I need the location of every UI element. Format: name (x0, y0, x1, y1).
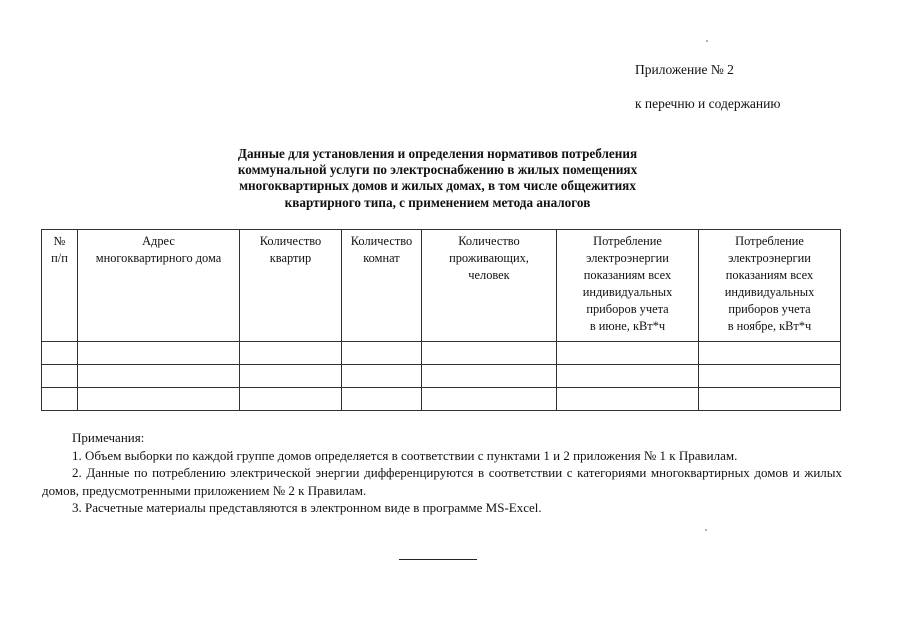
table-row (42, 342, 841, 365)
header-cell-line: проживающих, (449, 251, 529, 265)
appendix-label: Приложение № 2 (635, 62, 734, 77)
header-cell-line: п/п (51, 251, 68, 265)
title-line: квартирного типа, с применением метода аналогов (284, 194, 591, 210)
header-cell-line: электроэнергии (586, 251, 669, 265)
table-cell (78, 342, 240, 365)
header-cell (240, 230, 342, 342)
document-title (190, 146, 685, 211)
header-cell-line: комнат (363, 251, 400, 265)
header-cell (342, 230, 422, 342)
header-cell-line: Потребление (593, 234, 662, 248)
table-cell (240, 342, 342, 365)
header-cell-line: квартир (269, 251, 312, 265)
table-cell (240, 388, 342, 411)
table-cell (699, 365, 841, 388)
title-line: коммунальной услуги по электроснабжению в жилых помещениях (237, 162, 638, 178)
header-cell-line: Потребление (735, 234, 804, 248)
table-row (42, 388, 841, 411)
table-cell (557, 388, 699, 411)
note-item: 2. Данные по потреблению электрической энергии дифференцируются в соответствии с категориями многоквартирных домов и жилых домов, предусмотренными приложением № 2 к Правилам. (42, 465, 842, 498)
table-cell (342, 342, 422, 365)
header-cell (557, 230, 699, 342)
header-cell-line: в июне, кВт*ч (589, 319, 666, 333)
table-cell (699, 388, 841, 411)
end-rule (399, 559, 477, 560)
table-cell (557, 342, 699, 365)
data-table (41, 229, 841, 411)
table-cell (422, 388, 557, 411)
appendix-reference: к перечню и содержанию (635, 96, 781, 111)
header-cell-line: человек (468, 268, 510, 282)
title-line: многоквартирных домов и жилых домах, в том числе общежитиях (239, 178, 636, 194)
header-cell-line: приборов учета (728, 302, 811, 316)
header-cell-line: показаниям всех (583, 268, 672, 282)
table-cell (422, 365, 557, 388)
table-cell (699, 342, 841, 365)
header-cell-line: индивидуальных (724, 285, 815, 299)
title-line: Данные для установления и определения нормативов потребления (237, 146, 638, 161)
header-cell (42, 230, 78, 342)
table-cell (42, 365, 78, 388)
header-cell-line: Количество (259, 234, 322, 248)
header-cell (699, 230, 841, 342)
table-cell (342, 365, 422, 388)
table-row (42, 365, 841, 388)
table-cell (557, 365, 699, 388)
table-cell (342, 388, 422, 411)
header-cell-line: Количество (350, 234, 413, 248)
header-cell-line: Адрес (142, 234, 175, 248)
header-cell (78, 230, 240, 342)
scan-speck (705, 529, 707, 531)
table-cell (78, 388, 240, 411)
scan-speck (706, 40, 708, 42)
table-cell (240, 365, 342, 388)
header-cell-line: показаниям всех (725, 268, 814, 282)
table-cell (422, 342, 557, 365)
table-cell (42, 342, 78, 365)
header-cell-line: электроэнергии (728, 251, 811, 265)
header-cell (422, 230, 557, 342)
header-cell-line: в ноябре, кВт*ч (727, 319, 812, 333)
table-cell (42, 388, 78, 411)
notes-section (42, 429, 842, 517)
header-cell-line: Количество (458, 234, 520, 248)
notes-heading: Примечания: (72, 430, 145, 445)
header-cell-line: индивидуальных (582, 285, 673, 299)
header-cell-line: № (53, 234, 66, 248)
note-item: 3. Расчетные материалы представляются в электронном виде в программе MS-Excel. (72, 500, 542, 515)
header-cell-line: приборов учета (586, 302, 669, 316)
note-item: 1. Объем выборки по каждой группе домов определяется в соответствии с пунктами 1 и 2 приложения № 1 к Правилам. (72, 447, 738, 463)
table-cell (78, 365, 240, 388)
header-cell-line: многоквартирного дома (95, 251, 222, 265)
table-header-row (42, 230, 841, 342)
